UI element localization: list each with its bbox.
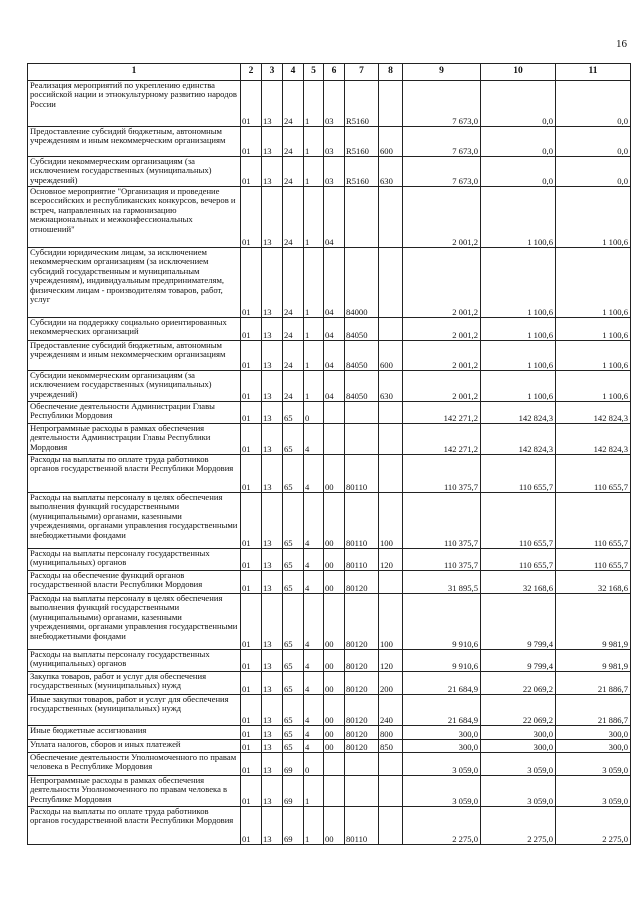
amount-cell: 21 684,9 xyxy=(403,695,481,726)
table-row xyxy=(28,371,631,402)
amount-cell: 2 001,2 xyxy=(403,341,481,371)
code-cell: 01 xyxy=(241,571,262,594)
amount-cell: 2 275,0 xyxy=(403,807,481,845)
table-row xyxy=(28,650,631,672)
code-cell xyxy=(379,318,403,341)
table-row xyxy=(28,807,631,845)
table-row xyxy=(28,571,631,594)
code-cell: 00 xyxy=(324,493,345,549)
code-cell: 01 xyxy=(241,371,262,402)
code-cell: 1 xyxy=(304,248,324,318)
amount-cell: 21 886,7 xyxy=(556,695,631,726)
row-name-cell: Иные бюджетные ассигнования xyxy=(28,726,241,740)
code-cell: 13 xyxy=(262,594,283,650)
code-cell: 65 xyxy=(283,695,304,726)
code-cell: 00 xyxy=(324,726,345,740)
code-cell: 04 xyxy=(324,371,345,402)
amount-cell: 0,0 xyxy=(556,127,631,157)
code-cell: 01 xyxy=(241,157,262,187)
code-cell: 13 xyxy=(262,341,283,371)
code-cell: 24 xyxy=(283,341,304,371)
amount-cell: 142 824,3 xyxy=(481,402,556,424)
code-cell: 01 xyxy=(241,493,262,549)
row-name-cell: Расходы на выплаты персоналу в целях обеспечения выполнения функций государственными (муниципальными) органами, казенными учреждениями, органами управления государственными внебюджетными фондами xyxy=(28,594,241,650)
code-cell: 600 xyxy=(379,127,403,157)
code-cell: 630 xyxy=(379,371,403,402)
header-row xyxy=(28,64,631,81)
amount-cell: 1 100,6 xyxy=(556,187,631,248)
code-cell: 04 xyxy=(324,187,345,248)
code-cell: 13 xyxy=(262,672,283,695)
row-name-cell: Непрограммные расходы в рамках обеспечения деятельности Администрации Главы Республики Мордовия xyxy=(28,424,241,455)
code-cell: 65 xyxy=(283,493,304,549)
amount-cell: 0,0 xyxy=(481,157,556,187)
amount-cell: 1 100,6 xyxy=(556,248,631,318)
code-cell: 01 xyxy=(241,127,262,157)
row-name-cell: Обеспечение деятельности Уполномоченного по правам человека в Республике Мордовия xyxy=(28,753,241,776)
row-name-cell: Иные закупки товаров, работ и услуг для обеспечения государственных (муниципальных) нужд xyxy=(28,695,241,726)
code-cell xyxy=(379,187,403,248)
row-name-cell: Расходы на выплаты персоналу государственных (муниципальных) органов xyxy=(28,549,241,571)
row-name-cell: Предоставление субсидий бюджетным, автономным учреждениям и иным некоммерческим организациям xyxy=(28,341,241,371)
amount-cell: 110 655,7 xyxy=(481,455,556,493)
amount-cell: 2 001,2 xyxy=(403,187,481,248)
header-cell: 3 xyxy=(262,64,283,81)
code-cell: 24 xyxy=(283,81,304,127)
code-cell: 00 xyxy=(324,672,345,695)
amount-cell: 300,0 xyxy=(556,726,631,740)
amount-cell: 9 981,9 xyxy=(556,594,631,650)
code-cell: 01 xyxy=(241,650,262,672)
code-cell: 100 xyxy=(379,493,403,549)
amount-cell: 3 059,0 xyxy=(556,776,631,807)
table-row xyxy=(28,402,631,424)
code-cell: 13 xyxy=(262,493,283,549)
budget-table xyxy=(27,63,631,845)
code-cell: 01 xyxy=(241,594,262,650)
code-cell: 65 xyxy=(283,402,304,424)
table-row xyxy=(28,341,631,371)
amount-cell: 1 100,6 xyxy=(481,371,556,402)
code-cell: 4 xyxy=(304,455,324,493)
amount-cell: 3 059,0 xyxy=(403,753,481,776)
amount-cell: 1 100,6 xyxy=(481,318,556,341)
code-cell: 03 xyxy=(324,157,345,187)
code-cell: 1 xyxy=(304,371,324,402)
code-cell: 00 xyxy=(324,455,345,493)
code-cell xyxy=(345,776,379,807)
header-cell: 7 xyxy=(345,64,379,81)
code-cell: 240 xyxy=(379,695,403,726)
code-cell: 80120 xyxy=(345,740,379,753)
row-name-cell: Расходы на выплаты по оплате труда работников органов государственной власти Республики Мордовия xyxy=(28,455,241,493)
code-cell xyxy=(379,753,403,776)
page-number: 16 xyxy=(616,38,627,50)
header-cell: 8 xyxy=(379,64,403,81)
code-cell: 65 xyxy=(283,594,304,650)
amount-cell: 9 910,6 xyxy=(403,650,481,672)
code-cell: 01 xyxy=(241,753,262,776)
header-cell: 5 xyxy=(304,64,324,81)
row-name-cell: Уплата налогов, сборов и иных платежей xyxy=(28,740,241,753)
code-cell: 13 xyxy=(262,776,283,807)
code-cell: 4 xyxy=(304,695,324,726)
code-cell xyxy=(324,424,345,455)
amount-cell: 3 059,0 xyxy=(481,776,556,807)
amount-cell: 7 673,0 xyxy=(403,81,481,127)
row-name-cell: Предоставление субсидий бюджетным, автономным учреждениям и иным некоммерческим организациям xyxy=(28,127,241,157)
code-cell: 84050 xyxy=(345,341,379,371)
code-cell: 1 xyxy=(304,187,324,248)
code-cell: 13 xyxy=(262,127,283,157)
row-name-cell: Расходы на выплаты персоналу государственных (муниципальных) органов xyxy=(28,650,241,672)
code-cell: 00 xyxy=(324,549,345,571)
amount-cell: 7 673,0 xyxy=(403,157,481,187)
amount-cell: 2 001,2 xyxy=(403,248,481,318)
amount-cell: 32 168,6 xyxy=(556,571,631,594)
amount-cell: 2 275,0 xyxy=(556,807,631,845)
table-row xyxy=(28,318,631,341)
amount-cell: 21 886,7 xyxy=(556,672,631,695)
code-cell: 13 xyxy=(262,571,283,594)
code-cell: 80120 xyxy=(345,695,379,726)
table-row xyxy=(28,157,631,187)
amount-cell: 1 100,6 xyxy=(556,318,631,341)
amount-cell: 300,0 xyxy=(403,726,481,740)
code-cell: 100 xyxy=(379,594,403,650)
code-cell: 1 xyxy=(304,318,324,341)
header-cell: 2 xyxy=(241,64,262,81)
code-cell: 600 xyxy=(379,341,403,371)
code-cell xyxy=(345,753,379,776)
row-name-cell: Субсидии некоммерческим организациям (за исключением государственных (муниципальных) учреждений) xyxy=(28,371,241,402)
table-row xyxy=(28,726,631,740)
table-row xyxy=(28,248,631,318)
code-cell: 13 xyxy=(262,807,283,845)
amount-cell: 9 910,6 xyxy=(403,594,481,650)
amount-cell: 110 655,7 xyxy=(556,549,631,571)
table-body xyxy=(28,81,631,845)
code-cell xyxy=(345,187,379,248)
code-cell xyxy=(324,776,345,807)
amount-cell: 142 824,3 xyxy=(556,424,631,455)
code-cell: 01 xyxy=(241,455,262,493)
amount-cell: 2 001,2 xyxy=(403,318,481,341)
row-name-cell: Основное мероприятие "Организация и проведение всероссийских и республиканских конкурсов, вечеров и встреч, направленных на гармонизацию межнациональных и межконфессиональных отношений" xyxy=(28,187,241,248)
amount-cell: 9 799,4 xyxy=(481,650,556,672)
code-cell xyxy=(379,455,403,493)
code-cell xyxy=(379,571,403,594)
code-cell: 13 xyxy=(262,248,283,318)
code-cell: 65 xyxy=(283,455,304,493)
code-cell: 1 xyxy=(304,81,324,127)
code-cell: 03 xyxy=(324,81,345,127)
row-name-cell: Реализация мероприятий по укреплению единства российской нации и этнокультурному развитию народов России xyxy=(28,81,241,127)
amount-cell: 3 059,0 xyxy=(481,753,556,776)
code-cell: 120 xyxy=(379,650,403,672)
amount-cell: 110 375,7 xyxy=(403,493,481,549)
code-cell: R5160 xyxy=(345,81,379,127)
amount-cell: 142 824,3 xyxy=(481,424,556,455)
table-row xyxy=(28,493,631,549)
amount-cell: 110 655,7 xyxy=(481,549,556,571)
amount-cell: 300,0 xyxy=(556,740,631,753)
amount-cell: 9 981,9 xyxy=(556,650,631,672)
code-cell: 01 xyxy=(241,248,262,318)
code-cell: 00 xyxy=(324,594,345,650)
code-cell xyxy=(379,402,403,424)
code-cell: 4 xyxy=(304,740,324,753)
code-cell: 01 xyxy=(241,187,262,248)
amount-cell: 142 824,3 xyxy=(556,402,631,424)
code-cell: R5160 xyxy=(345,127,379,157)
code-cell xyxy=(379,807,403,845)
amount-cell: 300,0 xyxy=(481,726,556,740)
amount-cell: 32 168,6 xyxy=(481,571,556,594)
table-row xyxy=(28,776,631,807)
amount-cell: 3 059,0 xyxy=(556,753,631,776)
code-cell: 1 xyxy=(304,127,324,157)
code-cell: 4 xyxy=(304,650,324,672)
table-row xyxy=(28,455,631,493)
amount-cell: 1 100,6 xyxy=(556,371,631,402)
code-cell: 4 xyxy=(304,571,324,594)
table-row xyxy=(28,594,631,650)
amount-cell: 21 684,9 xyxy=(403,672,481,695)
code-cell: 04 xyxy=(324,318,345,341)
code-cell: R5160 xyxy=(345,157,379,187)
code-cell: 24 xyxy=(283,248,304,318)
code-cell: 84050 xyxy=(345,318,379,341)
code-cell: 65 xyxy=(283,424,304,455)
code-cell: 1 xyxy=(304,776,324,807)
header-cell: 4 xyxy=(283,64,304,81)
amount-cell: 0,0 xyxy=(556,81,631,127)
code-cell: 00 xyxy=(324,571,345,594)
code-cell: 01 xyxy=(241,695,262,726)
amount-cell: 110 655,7 xyxy=(556,493,631,549)
code-cell: 1 xyxy=(304,157,324,187)
row-name-cell: Субсидии юридическим лицам, за исключением некоммерческим организациям (за исключением субсидий государственным и муниципальным учреждениям), индивидуальным предпринимателям, физическим лицам - производителям товаров, работ, услуг xyxy=(28,248,241,318)
amount-cell: 110 655,7 xyxy=(481,493,556,549)
code-cell: 4 xyxy=(304,549,324,571)
code-cell: 4 xyxy=(304,594,324,650)
table-row xyxy=(28,424,631,455)
row-name-cell: Обеспечение деятельности Администрации Главы Республики Мордовия xyxy=(28,402,241,424)
code-cell: 80120 xyxy=(345,650,379,672)
code-cell: 13 xyxy=(262,740,283,753)
header-cell: 11 xyxy=(556,64,631,81)
code-cell: 01 xyxy=(241,424,262,455)
code-cell: 01 xyxy=(241,726,262,740)
code-cell xyxy=(324,402,345,424)
amount-cell: 110 375,7 xyxy=(403,455,481,493)
table-row xyxy=(28,695,631,726)
code-cell xyxy=(324,753,345,776)
code-cell: 120 xyxy=(379,549,403,571)
code-cell: 24 xyxy=(283,371,304,402)
code-cell: 80120 xyxy=(345,571,379,594)
code-cell xyxy=(379,776,403,807)
amount-cell: 142 271,2 xyxy=(403,424,481,455)
code-cell: 04 xyxy=(324,248,345,318)
amount-cell: 22 069,2 xyxy=(481,672,556,695)
code-cell: 01 xyxy=(241,402,262,424)
code-cell: 4 xyxy=(304,424,324,455)
code-cell: 24 xyxy=(283,318,304,341)
code-cell: 1 xyxy=(304,807,324,845)
code-cell: 80110 xyxy=(345,807,379,845)
table-row xyxy=(28,549,631,571)
row-name-cell: Закупка товаров, работ и услуг для обеспечения государственных (муниципальных) нужд xyxy=(28,672,241,695)
row-name-cell: Расходы на выплаты по оплате труда работников органов государственной власти Республики Мордовия xyxy=(28,807,241,845)
code-cell: 13 xyxy=(262,81,283,127)
code-cell: 80120 xyxy=(345,726,379,740)
row-name-cell: Непрограммные расходы в рамках обеспечения деятельности Уполномоченного по правам человека в Республике Мордовия xyxy=(28,776,241,807)
code-cell: 850 xyxy=(379,740,403,753)
code-cell: 4 xyxy=(304,672,324,695)
code-cell: 13 xyxy=(262,187,283,248)
row-name-cell: Субсидии некоммерческим организациям (за исключением государственных (муниципальных) учреждений) xyxy=(28,157,241,187)
table-row xyxy=(28,187,631,248)
amount-cell: 110 375,7 xyxy=(403,549,481,571)
code-cell: 01 xyxy=(241,549,262,571)
code-cell: 01 xyxy=(241,776,262,807)
code-cell: 69 xyxy=(283,776,304,807)
code-cell: 65 xyxy=(283,571,304,594)
code-cell: 00 xyxy=(324,740,345,753)
header-cell: 9 xyxy=(403,64,481,81)
code-cell: 24 xyxy=(283,127,304,157)
code-cell: 80120 xyxy=(345,594,379,650)
code-cell: 13 xyxy=(262,753,283,776)
amount-cell: 7 673,0 xyxy=(403,127,481,157)
code-cell: 13 xyxy=(262,695,283,726)
code-cell: 800 xyxy=(379,726,403,740)
code-cell: 03 xyxy=(324,127,345,157)
code-cell: 630 xyxy=(379,157,403,187)
table-row xyxy=(28,740,631,753)
header-cell: 6 xyxy=(324,64,345,81)
code-cell: 4 xyxy=(304,726,324,740)
code-cell: 65 xyxy=(283,672,304,695)
code-cell: 00 xyxy=(324,807,345,845)
amount-cell: 2 275,0 xyxy=(481,807,556,845)
table-row xyxy=(28,127,631,157)
amount-cell: 2 001,2 xyxy=(403,371,481,402)
code-cell xyxy=(379,248,403,318)
code-cell: 4 xyxy=(304,493,324,549)
code-cell: 24 xyxy=(283,157,304,187)
code-cell: 65 xyxy=(283,726,304,740)
code-cell: 69 xyxy=(283,753,304,776)
code-cell: 80110 xyxy=(345,549,379,571)
code-cell: 24 xyxy=(283,187,304,248)
code-cell: 84050 xyxy=(345,371,379,402)
code-cell: 65 xyxy=(283,740,304,753)
code-cell: 0 xyxy=(304,753,324,776)
amount-cell: 142 271,2 xyxy=(403,402,481,424)
code-cell: 01 xyxy=(241,81,262,127)
amount-cell: 1 100,6 xyxy=(481,187,556,248)
amount-cell: 9 799,4 xyxy=(481,594,556,650)
code-cell: 13 xyxy=(262,549,283,571)
amount-cell: 1 100,6 xyxy=(556,341,631,371)
code-cell xyxy=(379,81,403,127)
code-cell: 00 xyxy=(324,695,345,726)
amount-cell: 31 895,5 xyxy=(403,571,481,594)
code-cell: 80110 xyxy=(345,493,379,549)
amount-cell: 0,0 xyxy=(481,127,556,157)
code-cell: 13 xyxy=(262,424,283,455)
row-name-cell: Расходы на выплаты персоналу в целях обеспечения выполнения функций государственными (муниципальными) органами, казенными учреждениями, органами управления государственными внебюджетными фондами xyxy=(28,493,241,549)
code-cell: 69 xyxy=(283,807,304,845)
code-cell: 84000 xyxy=(345,248,379,318)
code-cell: 0 xyxy=(304,402,324,424)
code-cell: 13 xyxy=(262,726,283,740)
code-cell: 00 xyxy=(324,650,345,672)
amount-cell: 0,0 xyxy=(556,157,631,187)
code-cell: 13 xyxy=(262,371,283,402)
amount-cell: 3 059,0 xyxy=(403,776,481,807)
code-cell: 65 xyxy=(283,549,304,571)
row-name-cell: Расходы на обеспечение функций органов государственной власти Республики Мордовия xyxy=(28,571,241,594)
code-cell: 04 xyxy=(324,341,345,371)
code-cell: 1 xyxy=(304,341,324,371)
row-name-cell: Субсидии на поддержку социально ориентированных некоммерческих организаций xyxy=(28,318,241,341)
table-row xyxy=(28,753,631,776)
table-row xyxy=(28,81,631,127)
code-cell: 200 xyxy=(379,672,403,695)
code-cell xyxy=(345,424,379,455)
amount-cell: 22 069,2 xyxy=(481,695,556,726)
code-cell: 80120 xyxy=(345,672,379,695)
code-cell: 01 xyxy=(241,341,262,371)
code-cell: 65 xyxy=(283,650,304,672)
code-cell: 01 xyxy=(241,740,262,753)
code-cell: 13 xyxy=(262,455,283,493)
table-row xyxy=(28,672,631,695)
code-cell: 01 xyxy=(241,318,262,341)
header-cell: 10 xyxy=(481,64,556,81)
code-cell xyxy=(345,402,379,424)
code-cell: 80110 xyxy=(345,455,379,493)
amount-cell: 1 100,6 xyxy=(481,341,556,371)
amount-cell: 110 655,7 xyxy=(556,455,631,493)
amount-cell: 0,0 xyxy=(481,81,556,127)
amount-cell: 300,0 xyxy=(403,740,481,753)
code-cell: 01 xyxy=(241,672,262,695)
amount-cell: 300,0 xyxy=(481,740,556,753)
code-cell xyxy=(379,424,403,455)
code-cell: 13 xyxy=(262,318,283,341)
header-cell: 1 xyxy=(28,64,241,81)
code-cell: 13 xyxy=(262,402,283,424)
amount-cell: 1 100,6 xyxy=(481,248,556,318)
code-cell: 13 xyxy=(262,650,283,672)
code-cell: 01 xyxy=(241,807,262,845)
code-cell: 13 xyxy=(262,157,283,187)
